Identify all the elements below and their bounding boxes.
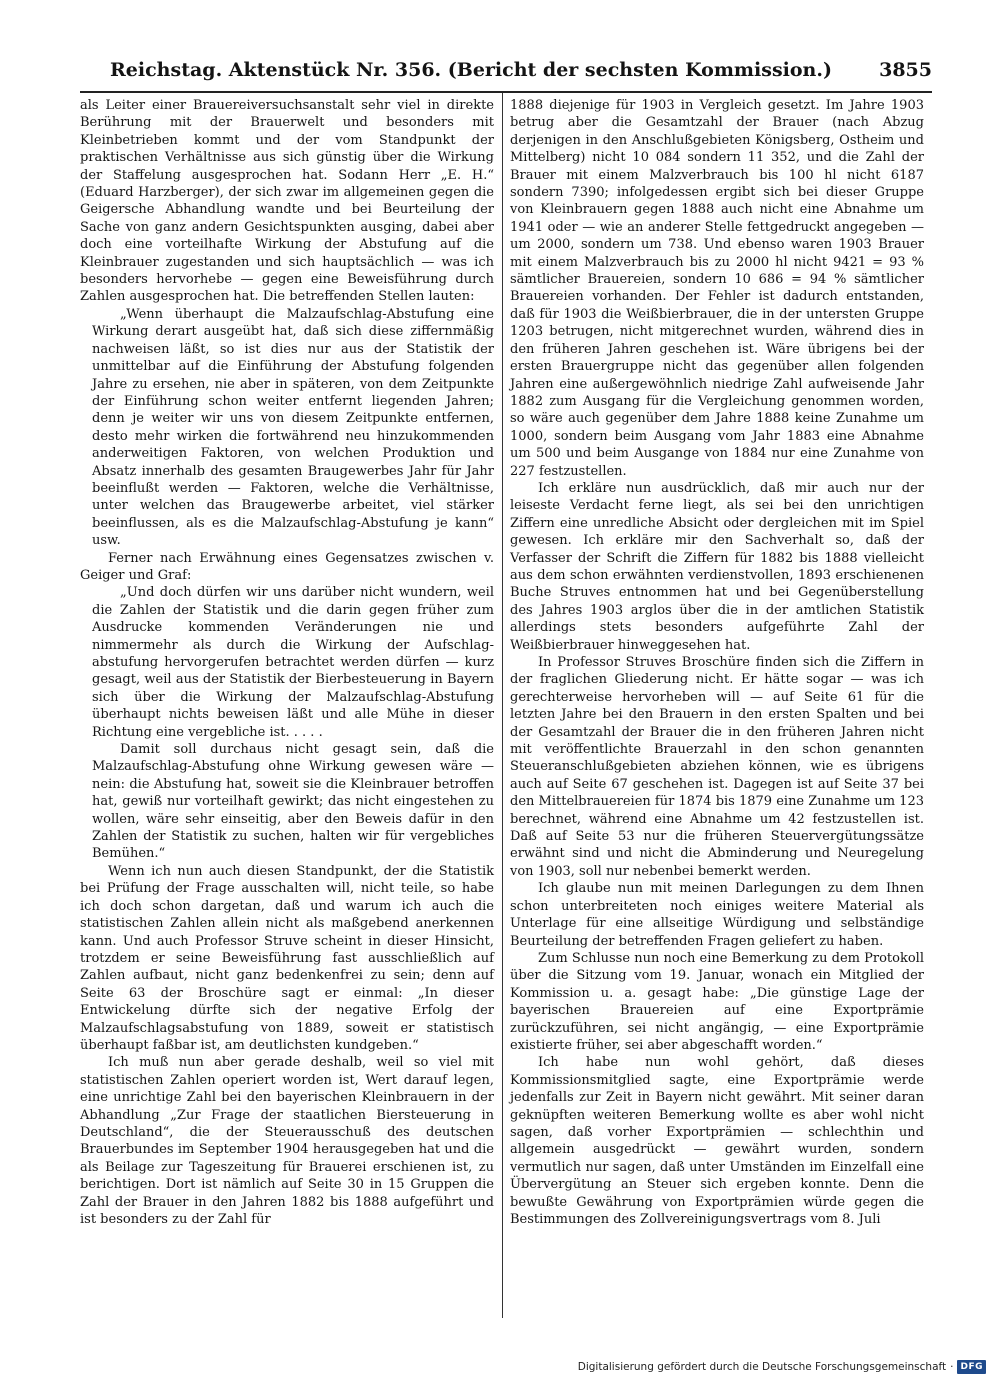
left-column — [80, 97, 494, 1228]
paragraph: als Leiter einer Brauereiversuchsanstalt sehr viel in direkte Berührung mit der Brauerwelt und besonders mit Kleinbetrieben kommt und der vom Standpunkt der praktischen Verhältnisse aus sich günstig über die Wirkung der Staffelung ausgesprochen hat. Sodann Herr „E. H.“ (Eduard Harzberger), der sich zwar im allgemeinen gegen die Geigersche Abhandlung wandte und bei Beurteilung der Sache von ganz andern Gesichtspunkten ausging, dabei aber doch eine vorteilhafte Wirkung der Abstufung auf die Kleinbrauer zugestanden und sich hauptsächlich — was ich besonders hervorhebe — gegen eine Beweisführung durch Zahlen ausgesprochen hat. Die betreffenden Stellen lauten: — [80, 98, 494, 305]
page-number: 3855 — [879, 59, 932, 81]
footer-separator: · — [950, 1361, 954, 1373]
paragraph: Ich erkläre nun ausdrücklich, daß mir auch nur der leiseste Verdacht ferne liegt, als sei bei den unrichtigen Ziffern eine unredliche Absicht oder dergleichen mit im Spiel gewesen. Ich erkläre mir den Sachverhalt so, daß der Verfasser der Schrift die Ziffern für 1882 bis 1888 vielleicht aus dem schon erwähnten verdienstvollen, 1893 erschienenen Buche Struves entnommen hat und bei Gegenüberstellung des Jahres 1903 arglos über die in der amtlichen Statistik allerdings stets besonders aufgeführte Zahl der Weißbierbrauer hinweggesehen hat. — [510, 480, 924, 653]
footer-text: Digitalisierung gefördert durch die Deutsche Forschungsgemeinschaft — [577, 1361, 947, 1373]
paragraph: 1888 diejenige für 1903 in Vergleich gesetzt. Im Jahre 1903 betrug aber die Gesamtzahl der Brauer (nach Abzug derjenigen in den Anschlußgebieten Königsberg, Ostheim und Mittelberg) nicht 10 084 sondern 11 352, und die Zahl der Brauer mit einem Malzverbrauch bis 100 hl nicht 6187 sondern 7390; infolgedessen ergibt sich bei dieser Gruppe von Kleinbrauern gegen 1888 auch nicht eine Abnahme um 1941 oder — wie an anderer Stelle fettgedruckt angegeben — um 2000, sondern um 738. Und ebenso waren 1903 Brauer mit einem Malzverbrauch bis zu 2000 hl nicht 9421 = 93 % sämtlicher Brauereien, sondern 10 686 = 94 % sämtlicher Brauereien vorhanden. Der Fehler ist dadurch entstanden, daß für 1903 die Weißbierbrauer, die in der untersten Gruppe 1203 betrugen, nicht mitgerechnet wurden, während dies in den früheren Jahren geschehen ist. Wäre übrigens bei der ersten Brauergruppe nicht das gegenüber allen folgenden Jahren eine außergewöhnlich niedrige Zahl aufweisende Jahr 1882 zum Ausgang für die Vergleichung genommen worden, so wäre auch gegenüber dem Jahre 1888 keine Zunahme um 1000, sondern beim Ausgang vom Jahr 1883 eine Abnahme um 500 und beim Ausgange von 1884 nur eine Zunahme von 227 festzustellen. — [510, 98, 924, 479]
running-header — [80, 59, 932, 89]
dfg-logo: DFG — [957, 1360, 986, 1374]
digitization-footer — [578, 1357, 986, 1377]
header-rule — [80, 91, 932, 93]
paragraph: Zum Schlusse nun noch eine Bemerkung zu dem Protokoll über die Sitzung vom 19. Januar, wonach ein Mitglied der Kommission u. a. gesagt habe: „Die günstige Lage der bayerischen Brauereien auf eine Exportprämie zurückzuführen, sei nicht angängig, — eine Exportprämie existierte früher, sei aber abgeschafft worden.“ — [510, 950, 924, 1053]
paragraph: Ich habe nun wohl gehört, daß dieses Kommissionsmitglied sagte, eine Exportprämie werde jedenfalls zur Zeit in Bayern nicht gewährt. Mit seiner daran geknüpften weiteren Bemerkung wollte es aber wohl nicht sagen, daß vorher Exportprämien — schlechthin und allgemein ausgedrückt — gewährt wurden, sondern vermutlich nur sagen, daß unter Umständen im Einzelfall eine Übervergütung an Steuer sich ergeben konnte. Denn die bewußte Gewährung von Exportprämien würde gegen die Bestimmungen des Zollvereinigungsvertrags vom 8. Juli — [510, 1055, 924, 1227]
paragraph: In Professor Struves Broschüre finden sich die Ziffern in der fraglichen Gliederung nicht. Er hätte sogar — was ich gerechterweise hervorheben will — auf Seite 61 für die letzten Jahre bei den Brauern in den ersten Spalten und bei der Gesamtzahl der Brauer die in den früheren Jahren nicht mit veröffentlichte Brauerzahl in den schon genannten Steueranschlußgebieten abziehen können, wie es übrigens auch auf Seite 67 geschehen ist. Dagegen ist auf Seite 37 bei den Mittelbrauereien für 1874 bis 1879 eine Zunahme um 123 berechnet, während eine Abnahme um 42 festzustellen ist. Daß auf Seite 53 nur die früheren Steuervergütungssätze erwähnt sind und nicht die Abminderung und Neuregelung von 1903, soll nur nebenbei bemerkt werden. — [510, 655, 924, 879]
paragraph: Ferner nach Erwähnung eines Gegensatzes zwischen v. Geiger und Graf: — [80, 550, 494, 583]
paragraph: Ich muß nun aber gerade deshalb, weil so viel mit statistischen Zahlen operiert worden ist, Wert darauf legen, eine unrichtige Zahl bei den bayerischen Kleinbrauern in der Abhandlung „Zur Frage der staatlichen Biersteuerung in Deutschland“, die der Steuerausschuß des deutschen Brauerbundes im September 1904 herausgegeben hat und die als Beilage zur Tageszeitung für Brauerei erschienen ist, zu berichtigen. Dort ist nämlich auf Seite 30 in 15 Gruppen die Zahl der Brauer in den Jahren 1882 bis 1888 aufgeführt und ist besonders zu der Zahl für — [80, 1055, 494, 1227]
quote-paragraph: „Und doch dürfen wir uns darüber nicht wundern, weil die Zahlen der Statistik und die darin gegen früher zum Ausdrucke kommenden Veränderungen nie und nimmermehr als durch die Wirkung der Aufschlag-abstufung hervorgerufen betrachtet werden dürfen — kurz gesagt, weil aus der Statistik der Bierbesteuerung in Bayern sich über die Wirkung der Malzaufschlag-Abstufung überhaupt nichts beweisen läßt und alle Mühe in dieser Richtung eine vergebliche ist. . . . . — [92, 585, 494, 740]
quote-paragraph: „Wenn überhaupt die Malzaufschlag-Abstufung eine Wirkung derart ausgeübt hat, daß sich diese ziffernmäßig nachweisen läßt, so ist dies nur aus der Statistik der unmittelbar auf die Einführung der Abstufung folgenden Jahre zu ersehen, nie aber in späteren, von dem Zeitpunkte der Einführung schon weiter entfernt liegenden Jahren; denn je weiter wir uns von diesem Zeitpunkte entfernen, desto mehr wirken die fortwährend neu hinzukommenden anderweitigen Faktoren, von welchen Produktion und Absatz innerhalb des gesamten Braugewerbes Jahr für Jahr beeinflußt werden — Faktoren, welche die Verhältnisse, unter welchen das Braugewerbe arbeitet, viel stärker beeinflussen, als es die Malzaufschlag-Abstufung je kann“ usw. — [92, 306, 494, 549]
right-column — [510, 97, 924, 1228]
header-title: Reichstag. Aktenstück Nr. 356. (Bericht der sechsten Kommission.) — [110, 59, 832, 81]
quote-paragraph: Damit soll durchaus nicht gesagt sein, daß die Malzaufschlag-Abstufung ohne Wirkung gewesen wäre — nein: die Abstufung hat, soweit sie die Kleinbrauer betroffen hat, gewiß nur vorteilhaft gewirkt; das nicht eingestehen zu wollen, wäre sehr einseitig, aber den Beweis dafür in den Zahlen der Statistik zu suchen, halten wir für vergebliches Bemühen.“ — [92, 742, 494, 862]
column-separator — [502, 93, 503, 1318]
paragraph: Ich glaube nun mit meinen Darlegungen zu dem Ihnen schon unterbreiteten noch einiges weitere Material als Unterlage für eine allseitige Würdigung und selbständige Beurteilung der betreffenden Fragen geliefert zu haben. — [510, 881, 924, 949]
paragraph: Wenn ich nun auch diesen Standpunkt, der die Statistik bei Prüfung der Frage ausschalten will, nicht teile, so habe ich doch schon dargetan, daß und warum ich auch die statistischen Zahlen allein nicht als maßgebend anerkennen kann. Und auch Professor Struve scheint in dieser Hinsicht, trotzdem er seine Beweisführung fast ausschließlich auf Zahlen aufbaut, nicht ganz bedenkenfrei zu sein; denn auf Seite 63 der Broschüre sagt er einmal: „In dieser Entwickelung dürfte sich der negative Erfolg der Malzaufschlagsabstufung von 1889, soweit er statistisch überhaupt faßbar ist, am deutlichsten kundgeben.“ — [80, 863, 494, 1053]
